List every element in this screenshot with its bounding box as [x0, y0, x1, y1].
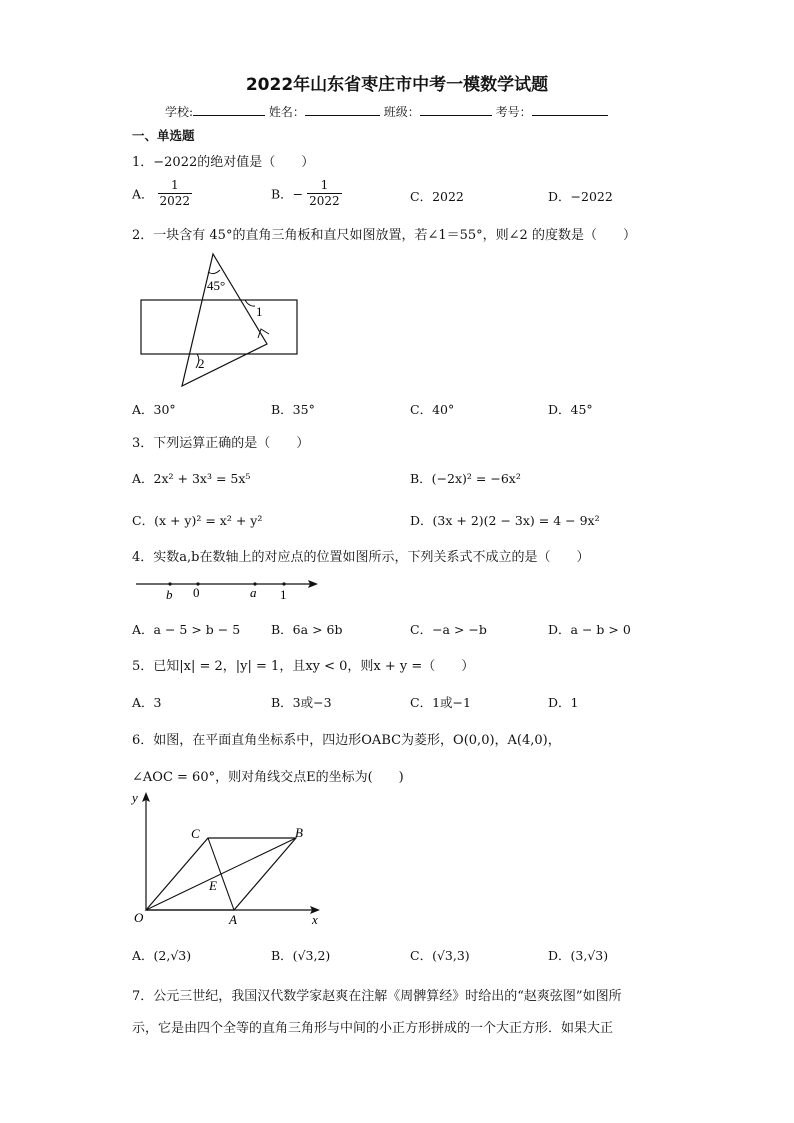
q2-option-a[interactable]: A．30°: [132, 402, 176, 417]
exam-no-blank[interactable]: [532, 103, 608, 116]
label-45: 45°: [207, 278, 226, 293]
section-heading: 一、单选题: [132, 128, 195, 143]
angle-1-arc: [245, 300, 255, 306]
q6-option-a[interactable]: A．(2,√3): [132, 948, 192, 963]
label-0: 0: [193, 585, 200, 600]
angle-45-arc: [208, 270, 220, 274]
q5-option-a[interactable]: A．3: [132, 695, 162, 710]
label-y: y: [132, 790, 138, 805]
q1-b-label: B．−: [271, 186, 304, 202]
q2-option-b[interactable]: B．35°: [271, 402, 315, 417]
q2-stem: 2．一块含有 45°的直角三角板和直尺如图放置，若∠1＝55°，则∠2 的度数是（ ）: [132, 228, 636, 243]
label-C: C: [191, 826, 200, 841]
class-label: 班级：: [383, 105, 420, 119]
q3-stem: 3．下列运算正确的是（ ）: [132, 436, 310, 451]
q7-stem-line2: 示，它是由四个全等的直角三角形与中间的小正方形拼成的一个大正方形．如果大正: [132, 1021, 614, 1036]
q1-b-numerator: 1: [307, 178, 342, 194]
q3-option-a[interactable]: A．2x² + 3x³ = 5x⁵: [132, 471, 251, 486]
q2-option-d[interactable]: D．45°: [548, 402, 593, 417]
label-angle-2: 2: [198, 356, 205, 371]
q6-option-b[interactable]: B．(√3,2): [271, 948, 331, 963]
q1-b-denominator: 2022: [309, 194, 340, 208]
label-B: B: [295, 825, 303, 840]
q5-option-b[interactable]: B．3或−3: [271, 695, 332, 710]
label-A: A: [229, 912, 237, 927]
school-blank[interactable]: [193, 103, 265, 116]
q3-option-b[interactable]: B．(−2x)² = −6x²: [410, 471, 521, 486]
student-info-fields: [165, 103, 608, 120]
q5-stem: 5．已知|x| = 2，|y| = 1，且xy < 0，则x + y =（ ）: [132, 659, 475, 674]
q1-option-a[interactable]: [132, 178, 192, 209]
q4-option-c[interactable]: C．−a > −b: [410, 622, 487, 637]
diagonal-AC: [208, 838, 234, 910]
right-angle-mark: [258, 329, 269, 338]
q6-figure: [128, 788, 328, 928]
q1-a-denominator: 2022: [159, 194, 191, 208]
q1-a-label: A．: [132, 186, 154, 202]
q6-option-d[interactable]: D．(3,√3): [548, 948, 609, 963]
q4-stem: 4．实数a,b在数轴上的对应点的位置如图所示，下列关系式不成立的是（ ）: [132, 550, 590, 565]
q5-option-d[interactable]: D．1: [548, 695, 579, 710]
q3-option-d[interactable]: D．(3x + 2)(2 − 3x) = 4 − 9x²: [410, 513, 600, 528]
label-x: x: [312, 912, 318, 927]
school-label: 学校:: [165, 105, 194, 119]
exam-no-label: 考号：: [495, 105, 532, 119]
name-label: 姓名：: [268, 105, 305, 119]
class-blank[interactable]: [420, 103, 492, 116]
label-E: E: [209, 878, 217, 893]
label-a: a: [250, 585, 257, 600]
point-1: [282, 582, 285, 585]
q2-option-c[interactable]: C．40°: [410, 402, 455, 417]
label-1: 1: [280, 587, 287, 602]
set-square: [182, 254, 267, 386]
q1-option-c[interactable]: C．2022: [410, 189, 464, 204]
name-blank[interactable]: [305, 103, 380, 116]
q3-option-c[interactable]: C．(x + y)² = x² + y²: [132, 513, 263, 528]
label-angle-1: 1: [256, 304, 263, 319]
q7-stem-line1: 7．公元三世纪，我国汉代数学家赵爽在注解《周髀算经》时给出的“赵爽弦图”如图所: [132, 989, 622, 1004]
label-O: O: [134, 910, 144, 925]
q4-option-d[interactable]: D．a − b > 0: [548, 622, 631, 637]
q5-option-c[interactable]: C．1或−1: [410, 695, 471, 710]
q6-option-c[interactable]: C．(√3,3): [410, 948, 470, 963]
ruler-rect: [141, 300, 297, 354]
q6-stem-line1: 6．如图，在平面直角坐标系中，四边形OABC为菱形，O(0,0)，A(4,0)，: [132, 733, 561, 748]
page-title: 2022年山东省枣庄市中考一模数学试题: [245, 75, 549, 95]
label-b: b: [166, 587, 173, 602]
q6-stem-line2: ∠AOC = 60°，则对角线交点E的坐标为( ): [132, 770, 404, 785]
q4-option-b[interactable]: B．6a > 6b: [271, 622, 343, 637]
q2-figure: [135, 250, 305, 390]
q4-number-line: [132, 574, 322, 604]
q1-option-b[interactable]: [271, 178, 342, 209]
q4-option-a[interactable]: A．a − 5 > b − 5: [132, 622, 241, 637]
q1-stem: 1．−2022的绝对值是（ ）: [132, 155, 315, 170]
q1-option-d[interactable]: D．−2022: [548, 189, 613, 204]
q1-a-numerator: 1: [158, 178, 193, 194]
point-b: [168, 582, 171, 585]
